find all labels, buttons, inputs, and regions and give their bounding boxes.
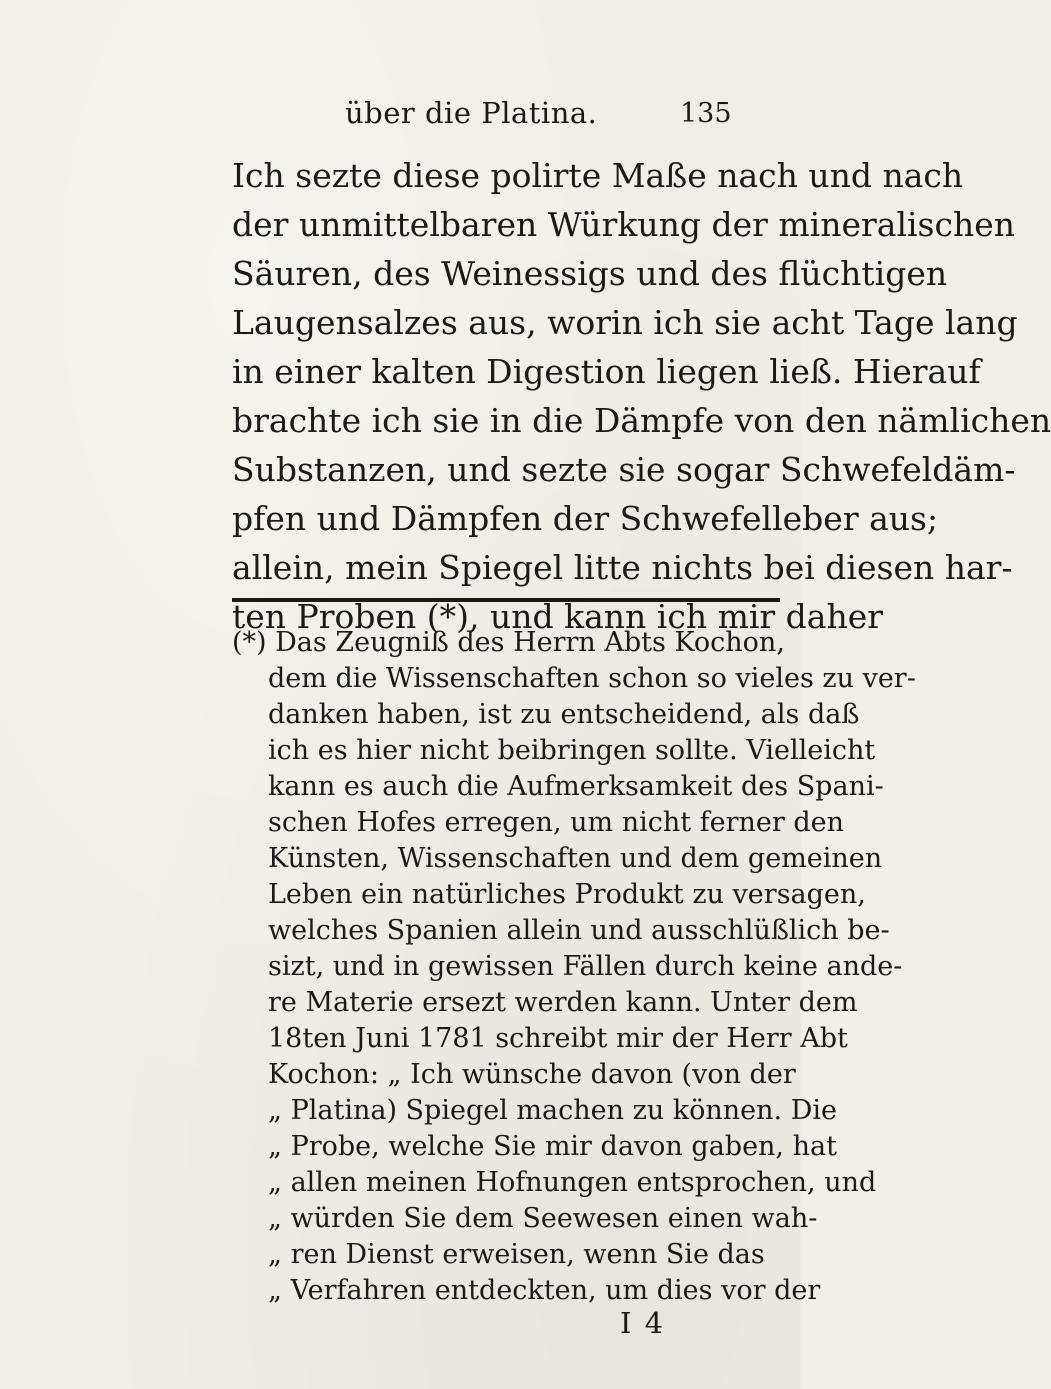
footnote-line: „ Probe, welche Sie mir davon gaben, hat bbox=[268, 1131, 837, 1162]
footnote-line: Leben ein natürliches Produkt zu versagen, bbox=[268, 879, 866, 910]
body-line: Säuren, des Weinessigs und des flüchtigen bbox=[232, 254, 948, 293]
footnote-line: „ allen meinen Hofnungen entsprochen, und bbox=[268, 1167, 877, 1198]
footnote-line: welches Spanien allein und ausschlüßlich be- bbox=[268, 915, 890, 946]
footnote-line: „ würden Sie dem Seewesen einen wah- bbox=[268, 1203, 818, 1234]
signature-mark: I 4 bbox=[620, 1306, 666, 1340]
footnote-divider bbox=[232, 598, 780, 602]
body-text bbox=[232, 151, 1051, 641]
body-line: pfen und Dämpfen der Schwefelleber aus; bbox=[232, 499, 939, 538]
footnote-line: re Materie ersezt werden kann. Unter dem bbox=[268, 987, 858, 1018]
page-header bbox=[0, 96, 801, 136]
page-number: 135 bbox=[680, 98, 732, 129]
footnote-line: „ ren Dienst erweisen, wenn Sie das bbox=[268, 1239, 765, 1270]
running-head: über die Platina. bbox=[345, 96, 598, 130]
footnote-line: 18ten Juni 1781 schreibt mir der Herr Abt bbox=[268, 1023, 848, 1054]
body-line: Ich sezte diese polirte Maße nach und nach bbox=[232, 156, 964, 195]
footnote-line: „ Platina) Spiegel machen zu können. Die bbox=[268, 1095, 837, 1126]
footnote-line: sizt, und in gewissen Fällen durch keine ande- bbox=[268, 951, 903, 982]
body-line: der unmittelbaren Würkung der mineralischen bbox=[232, 205, 1016, 244]
footnote-line: kann es auch die Aufmerksamkeit des Spani- bbox=[268, 771, 884, 802]
body-line: Laugensalzes aus, worin ich sie acht Tage lang bbox=[232, 303, 1018, 342]
footnote-line: Kochon: „ Ich wünsche davon (von der bbox=[268, 1059, 796, 1090]
body-line: in einer kalten Digestion liegen ließ. Hierauf bbox=[232, 352, 981, 391]
footnote-line: ich es hier nicht beibringen sollte. Vielleicht bbox=[268, 735, 876, 766]
body-line: Substanzen, und sezte sie sogar Schwefeldäm- bbox=[232, 450, 1016, 489]
footnote bbox=[232, 625, 916, 1309]
body-line: ten Proben (*), und kann ich mir daher bbox=[232, 597, 884, 636]
footnote-line: (*) Das Zeugniß des Herrn Abts Kochon, bbox=[232, 627, 785, 658]
footnote-line: dem die Wissenschaften schon so vieles zu ver- bbox=[268, 663, 916, 694]
footnote-line: „ Verfahren entdeckten, um dies vor der bbox=[268, 1275, 821, 1306]
footnote-line: danken haben, ist zu entscheidend, als daß bbox=[268, 699, 860, 730]
footnote-line: Künsten, Wissenschaften und dem gemeinen bbox=[268, 843, 883, 874]
body-line: allein, mein Spiegel litte nichts bei diesen har- bbox=[232, 548, 1013, 587]
body-line: brachte ich sie in die Dämpfe von den nämlichen bbox=[232, 401, 1051, 440]
footnote-line: schen Hofes erregen, um nicht ferner den bbox=[268, 807, 845, 838]
